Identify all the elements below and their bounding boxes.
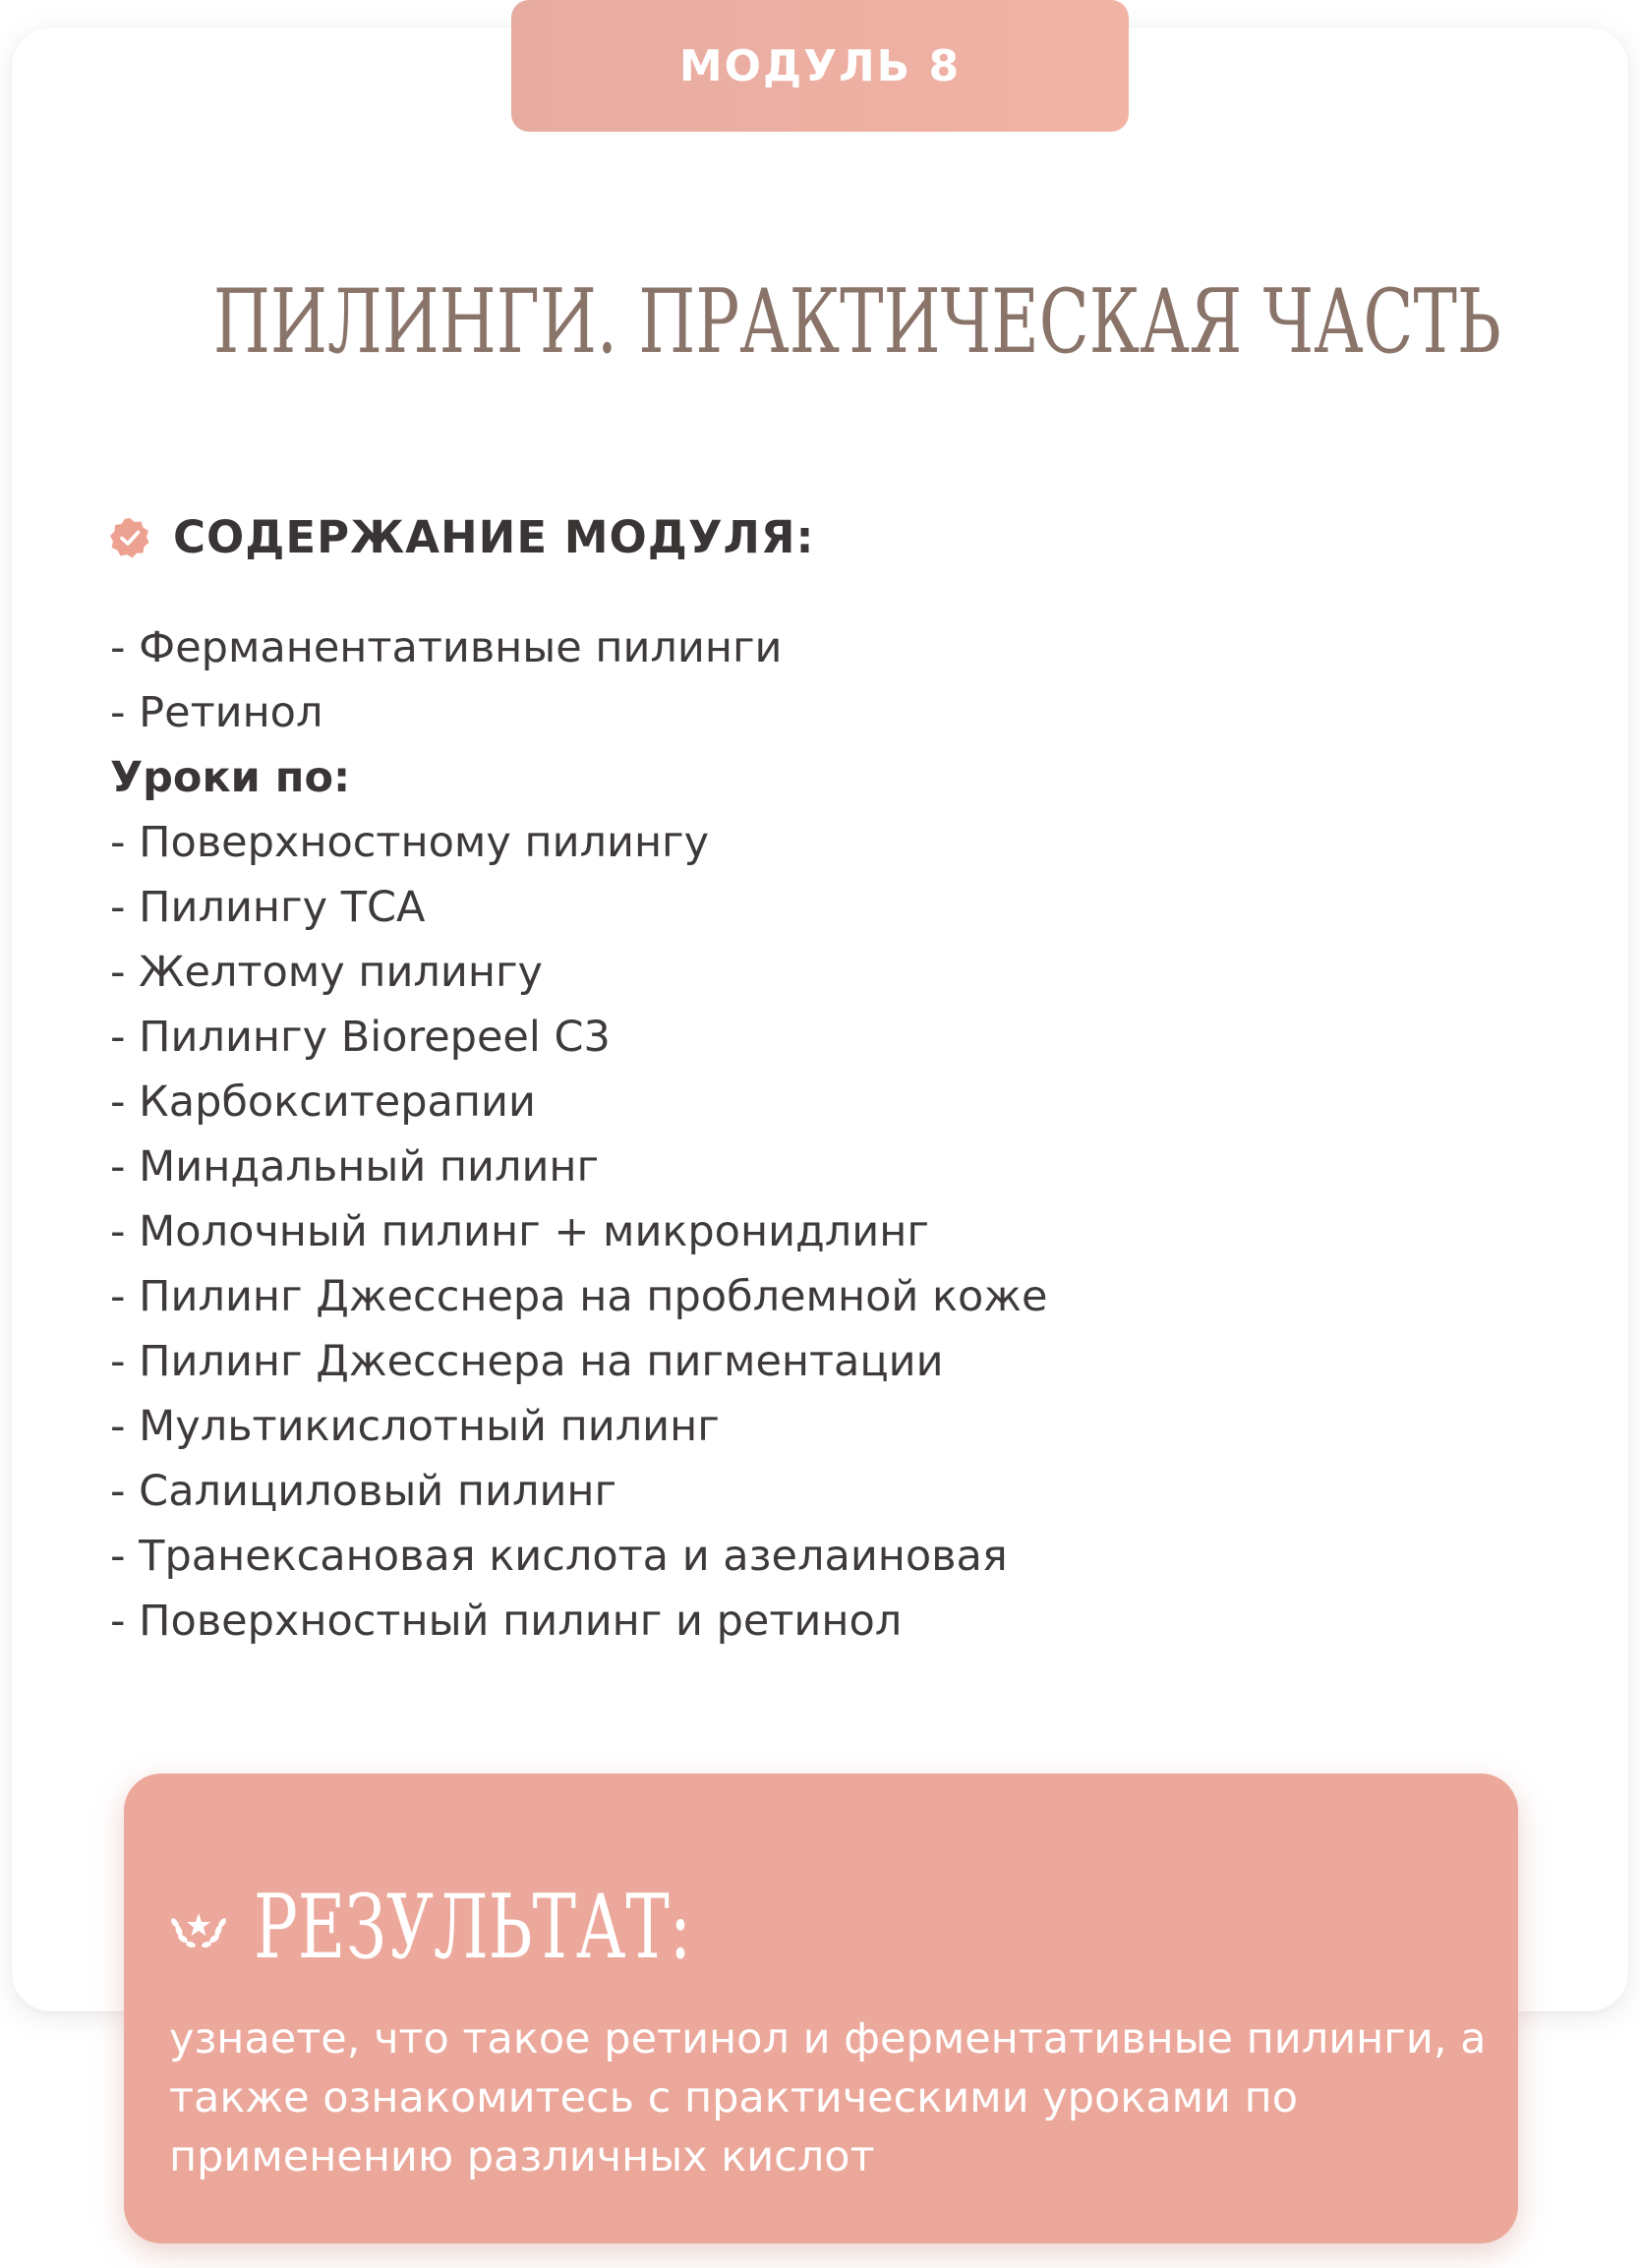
contents-item: - Пилинг Джесснера на проблемной коже (110, 1272, 1048, 1321)
contents-header-label: СОДЕРЖАНИЕ МОДУЛЯ: (173, 511, 815, 563)
contents-item: - Пилингу ТСА (110, 883, 426, 932)
contents-header (108, 511, 815, 563)
contents-item: - Пилинг Джесснера на пигментации (110, 1337, 944, 1386)
contents-item: - Транексановая кислота и азелаиновая (110, 1532, 1008, 1581)
contents-item: - Пилингу Biorepeel C3 (110, 1013, 611, 1062)
result-header (167, 1874, 846, 1982)
contents-item: - Ретинол (110, 688, 323, 737)
laurel-star-icon (167, 1901, 230, 1954)
contents-item: - Поверхностный пилинг и ретинол (110, 1597, 903, 1646)
contents-item: - Молочный пилинг + микронидлинг (110, 1207, 929, 1256)
contents-list (110, 615, 1047, 1654)
contents-item: - Желтому пилингу (110, 948, 543, 997)
contents-item: - Мультикислотный пилинг (110, 1402, 720, 1451)
verified-badge-icon (108, 516, 151, 559)
result-text: узнаете, что такое ретинол и ферментативные пилинги, а также ознакомитесь с практическими уроками по применению различных кислот (169, 2014, 1487, 2181)
contents-item: - Салициловый пилинг (110, 1467, 617, 1516)
contents-item: - Поверхностному пилингу (110, 818, 710, 867)
contents-subheader: Уроки по: (110, 753, 351, 802)
module-badge: МОДУЛЬ 8 (511, 0, 1129, 132)
contents-item: - Карбокситерапии (110, 1077, 536, 1127)
result-card (124, 1774, 1518, 2243)
contents-item: - Миндальный пилинг (110, 1142, 600, 1192)
result-header-label: РЕЗУЛЬТАТ: (254, 1876, 692, 1979)
module-title: ПИЛИНГИ. ПРАКТИЧЕСКАЯ ЧАСТЬ (212, 270, 1501, 374)
contents-item: - Ферманентативные пилинги (110, 623, 783, 672)
